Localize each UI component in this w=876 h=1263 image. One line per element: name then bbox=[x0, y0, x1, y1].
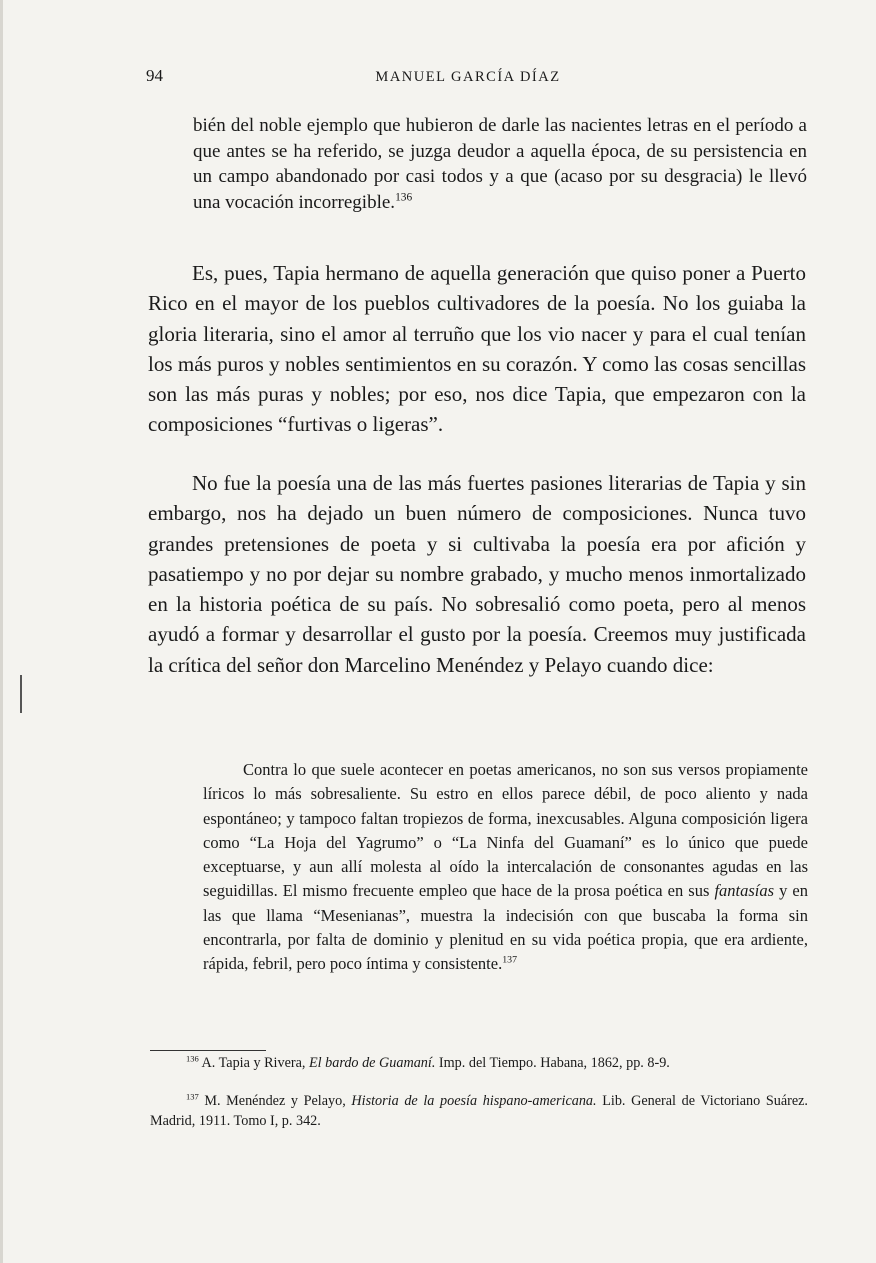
footnote-title: El bardo de Guamaní. bbox=[309, 1055, 436, 1071]
paragraph-text: bién del noble ejemplo que hubieron de darle las nacientes letras en el período a que antes se ha referido, se juzga deudor a aquella época, de su persistencia en un campo abandonado por casi todos y a que (acaso por su desgracia) le llevó una vocación incorregible. bbox=[193, 115, 807, 213]
quote-text: y en las que llama “Mesenianas”, muestra la indecisión con que buscaba la forma sin encontrarla, por falta de dominio y plenitud en su vida poética propia, que era ardiente, rápida, febril, pero poco íntima y consistente. bbox=[203, 881, 809, 974]
page-number: 94 bbox=[146, 66, 163, 85]
footnote-title: Historia de la poesía hispano-americana. bbox=[351, 1093, 597, 1109]
footnote bbox=[150, 1092, 808, 1131]
page-header bbox=[0, 66, 876, 96]
footnote-ref: 136 bbox=[395, 191, 413, 204]
block-quote bbox=[203, 758, 808, 977]
page-edge bbox=[0, 0, 3, 1263]
footnote-text: Imp. del Tiempo. Habana, 1862, pp. 8-9. bbox=[435, 1055, 670, 1071]
scan-mark bbox=[20, 675, 22, 713]
footnote-text: Lib. General de Victoriano Suárez. Madrid, 1911. Tomo I, p. 342. bbox=[150, 1093, 808, 1129]
footnote-number: 137 bbox=[186, 1091, 199, 1102]
footnote-number: 136 bbox=[186, 1053, 199, 1064]
paragraph-continuation bbox=[193, 113, 807, 215]
quote-text: Contra lo que suele acontecer en poetas americanos, no son sus versos propiamente líricos lo más sobresaliente. Su estro en ellos parece débil, de poco aliento y nada espontáneo; y tampoco faltan tropiezos de forma, inexcusables. Alguna composición ligera como “La Hoja del Yagrumo” o “La Ninfa del Guamaní” es lo único que puede exceptuarse, y aun allí molesta al oído la intercalación de consonantes agudas en las seguidillas. El mismo frecuente empleo que hace de la prosa poética en sus bbox=[203, 760, 808, 901]
footnote-rule bbox=[150, 1050, 266, 1051]
footnote-ref: 137 bbox=[502, 954, 518, 966]
paragraph: No fue la poesía una de las más fuertes pasiones literarias de Tapia y sin embargo, nos ha dejado un buen número de composiciones. Nunca tuvo grandes pretensiones de poeta y si cultivaba la poesía era por afición y pasatiempo y no por dejar su nombre grabado, y mucho menos inmortalizado en la historia poética de su país. No sobresalió como poeta, pero al menos ayudó a formar y desarrollar el gusto por la poesía. Creemos muy justificada la crítica del señor don Marcelino Menéndez y Pelayo cuando dice: bbox=[148, 471, 806, 677]
footnote-text: A. Tapia y Rivera, bbox=[198, 1055, 309, 1071]
footnote bbox=[150, 1054, 808, 1074]
running-head: MANUEL GARCÍA DÍAZ bbox=[375, 69, 561, 85]
footnote-text: M. Menéndez y Pelayo, bbox=[198, 1093, 352, 1109]
paragraph: Es, pues, Tapia hermano de aquella generación que quiso poner a Puerto Rico en el mayor de los pueblos cultivadores de la poesía. No los guiaba la gloria literaria, sino el amor al terruño que los vio nacer y para el cual tenían los más puros y nobles sentimientos en su corazón. Y como las cosas sencillas son las más puras y nobles; por eso, nos dice Tapia, que empezaron con la composiciones “furtivas o ligeras”. bbox=[148, 261, 806, 437]
quote-italic: fantasías bbox=[714, 881, 775, 901]
